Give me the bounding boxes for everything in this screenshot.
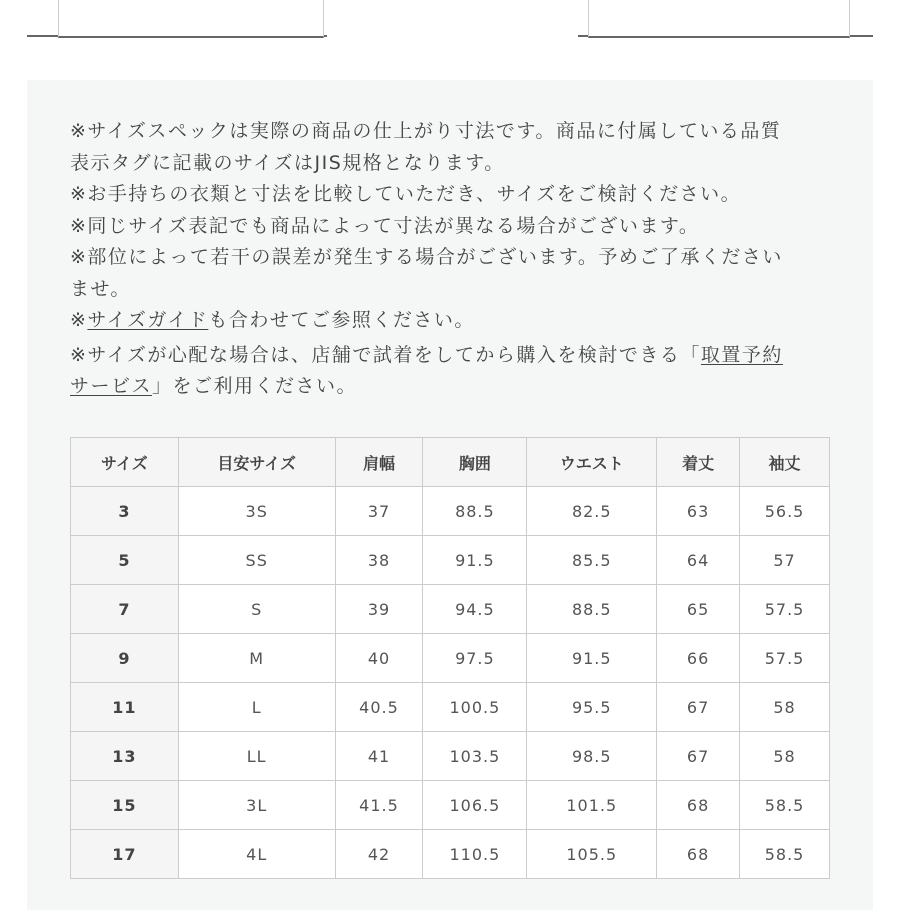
reservation-service-link[interactable]: 取置予約 xyxy=(700,343,783,366)
table-cell: 82.5 xyxy=(527,487,657,536)
table-cell: 67 xyxy=(657,683,740,732)
note-line: ませ。 xyxy=(70,277,131,300)
note-line: ※サイズスペックは実際の商品の仕上がり寸法です。商品に付属している品質 xyxy=(70,120,782,142)
column-header: 胸囲 xyxy=(423,438,527,487)
table-cell: 100.5 xyxy=(423,683,527,732)
table-cell: 85.5 xyxy=(527,536,657,585)
size-cell: 3 xyxy=(71,487,179,536)
note-line: ※お手持ちの衣類と寸法を比較していただき、サイズをご検討ください。 xyxy=(70,183,742,205)
table-cell: 57 xyxy=(740,536,830,585)
table-cell: 41 xyxy=(335,732,423,781)
column-header: サイズ xyxy=(71,438,179,487)
note-line xyxy=(70,340,850,372)
table-cell: SS xyxy=(178,536,335,585)
note-line: ※部位によって若干の誤差が発生する場合がございます。予めご了承ください xyxy=(70,246,783,268)
size-cell: 7 xyxy=(71,585,179,634)
table-row xyxy=(71,487,830,536)
table-cell: 40.5 xyxy=(335,683,423,732)
table-cell: 3S xyxy=(178,487,335,536)
table-cell: 94.5 xyxy=(423,585,527,634)
table-cell: 105.5 xyxy=(527,830,657,879)
table-header-row xyxy=(71,438,830,487)
table-cell: 91.5 xyxy=(527,634,657,683)
table-cell: 58.5 xyxy=(740,830,830,879)
table-cell: 40 xyxy=(335,634,423,683)
table-cell: 3L xyxy=(178,781,335,830)
table-cell: 103.5 xyxy=(423,732,527,781)
table-cell: 58 xyxy=(740,732,830,781)
table-row xyxy=(71,732,830,781)
table-cell: 37 xyxy=(335,487,423,536)
table-row xyxy=(71,781,830,830)
table-cell: 65 xyxy=(657,585,740,634)
table-cell: 110.5 xyxy=(423,830,527,879)
table-row xyxy=(71,683,830,732)
reservation-service-link-continued[interactable]: サービス xyxy=(70,375,153,397)
table-cell: 88.5 xyxy=(527,585,657,634)
table-cell: 57.5 xyxy=(740,585,830,634)
size-notes xyxy=(70,116,850,403)
table-cell: 101.5 xyxy=(527,781,657,830)
table-cell: M xyxy=(178,634,335,683)
table-cell: 68 xyxy=(657,830,740,879)
table-cell: 88.5 xyxy=(423,487,527,536)
size-cell: 17 xyxy=(71,830,179,879)
note-line: 表示タグに記載のサイズはJIS規格となります。 xyxy=(70,151,505,174)
note-line: ※同じサイズ表記でも商品によって寸法が異なる場合がございます。 xyxy=(70,214,700,237)
table-cell: 67 xyxy=(657,732,740,781)
table-cell: 68 xyxy=(657,781,740,830)
table-cell: 106.5 xyxy=(423,781,527,830)
column-header: 肩幅 xyxy=(335,438,423,487)
size-cell: 9 xyxy=(71,634,179,683)
table-cell: 4L xyxy=(178,830,335,879)
table-cell: 98.5 xyxy=(527,732,657,781)
column-header: 着丈 xyxy=(657,438,740,487)
column-header: ウエスト xyxy=(527,438,657,487)
size-cell: 5 xyxy=(71,536,179,585)
table-cell: 91.5 xyxy=(423,536,527,585)
size-chart-table xyxy=(70,437,830,879)
size-guide-link[interactable]: サイズガイド xyxy=(87,309,209,331)
table-cell: 39 xyxy=(335,585,423,634)
size-cell: 11 xyxy=(71,683,179,732)
image-thumbnail-right[interactable] xyxy=(588,0,850,38)
note-text: ※ xyxy=(70,309,88,331)
table-cell: 41.5 xyxy=(335,781,423,830)
table-cell: S xyxy=(178,585,335,634)
table-cell: 57.5 xyxy=(740,634,830,683)
table-cell: 42 xyxy=(335,830,423,879)
note-text: ※サイズが心配な場合は、店舗で試着をしてから購入を検討できる「 xyxy=(70,343,701,366)
note-text: も合わせてご参照ください。 xyxy=(208,309,475,331)
image-thumbnail-left[interactable] xyxy=(58,0,324,38)
table-cell: 56.5 xyxy=(740,487,830,536)
column-header: 袖丈 xyxy=(740,438,830,487)
note-line xyxy=(70,305,850,337)
column-header: 目安サイズ xyxy=(178,438,335,487)
table-row xyxy=(71,536,830,585)
table-cell: L xyxy=(178,683,335,732)
table-row xyxy=(71,634,830,683)
table-row xyxy=(71,830,830,879)
note-text: 」をご利用ください。 xyxy=(152,375,358,397)
size-cell: 13 xyxy=(71,732,179,781)
table-cell: 63 xyxy=(657,487,740,536)
table-cell: 64 xyxy=(657,536,740,585)
table-cell: 97.5 xyxy=(423,634,527,683)
table-cell: 38 xyxy=(335,536,423,585)
note-line xyxy=(70,371,850,403)
table-row xyxy=(71,585,830,634)
table-cell: 58.5 xyxy=(740,781,830,830)
size-cell: 15 xyxy=(71,781,179,830)
table-cell: LL xyxy=(178,732,335,781)
table-cell: 95.5 xyxy=(527,683,657,732)
table-cell: 58 xyxy=(740,683,830,732)
table-cell: 66 xyxy=(657,634,740,683)
